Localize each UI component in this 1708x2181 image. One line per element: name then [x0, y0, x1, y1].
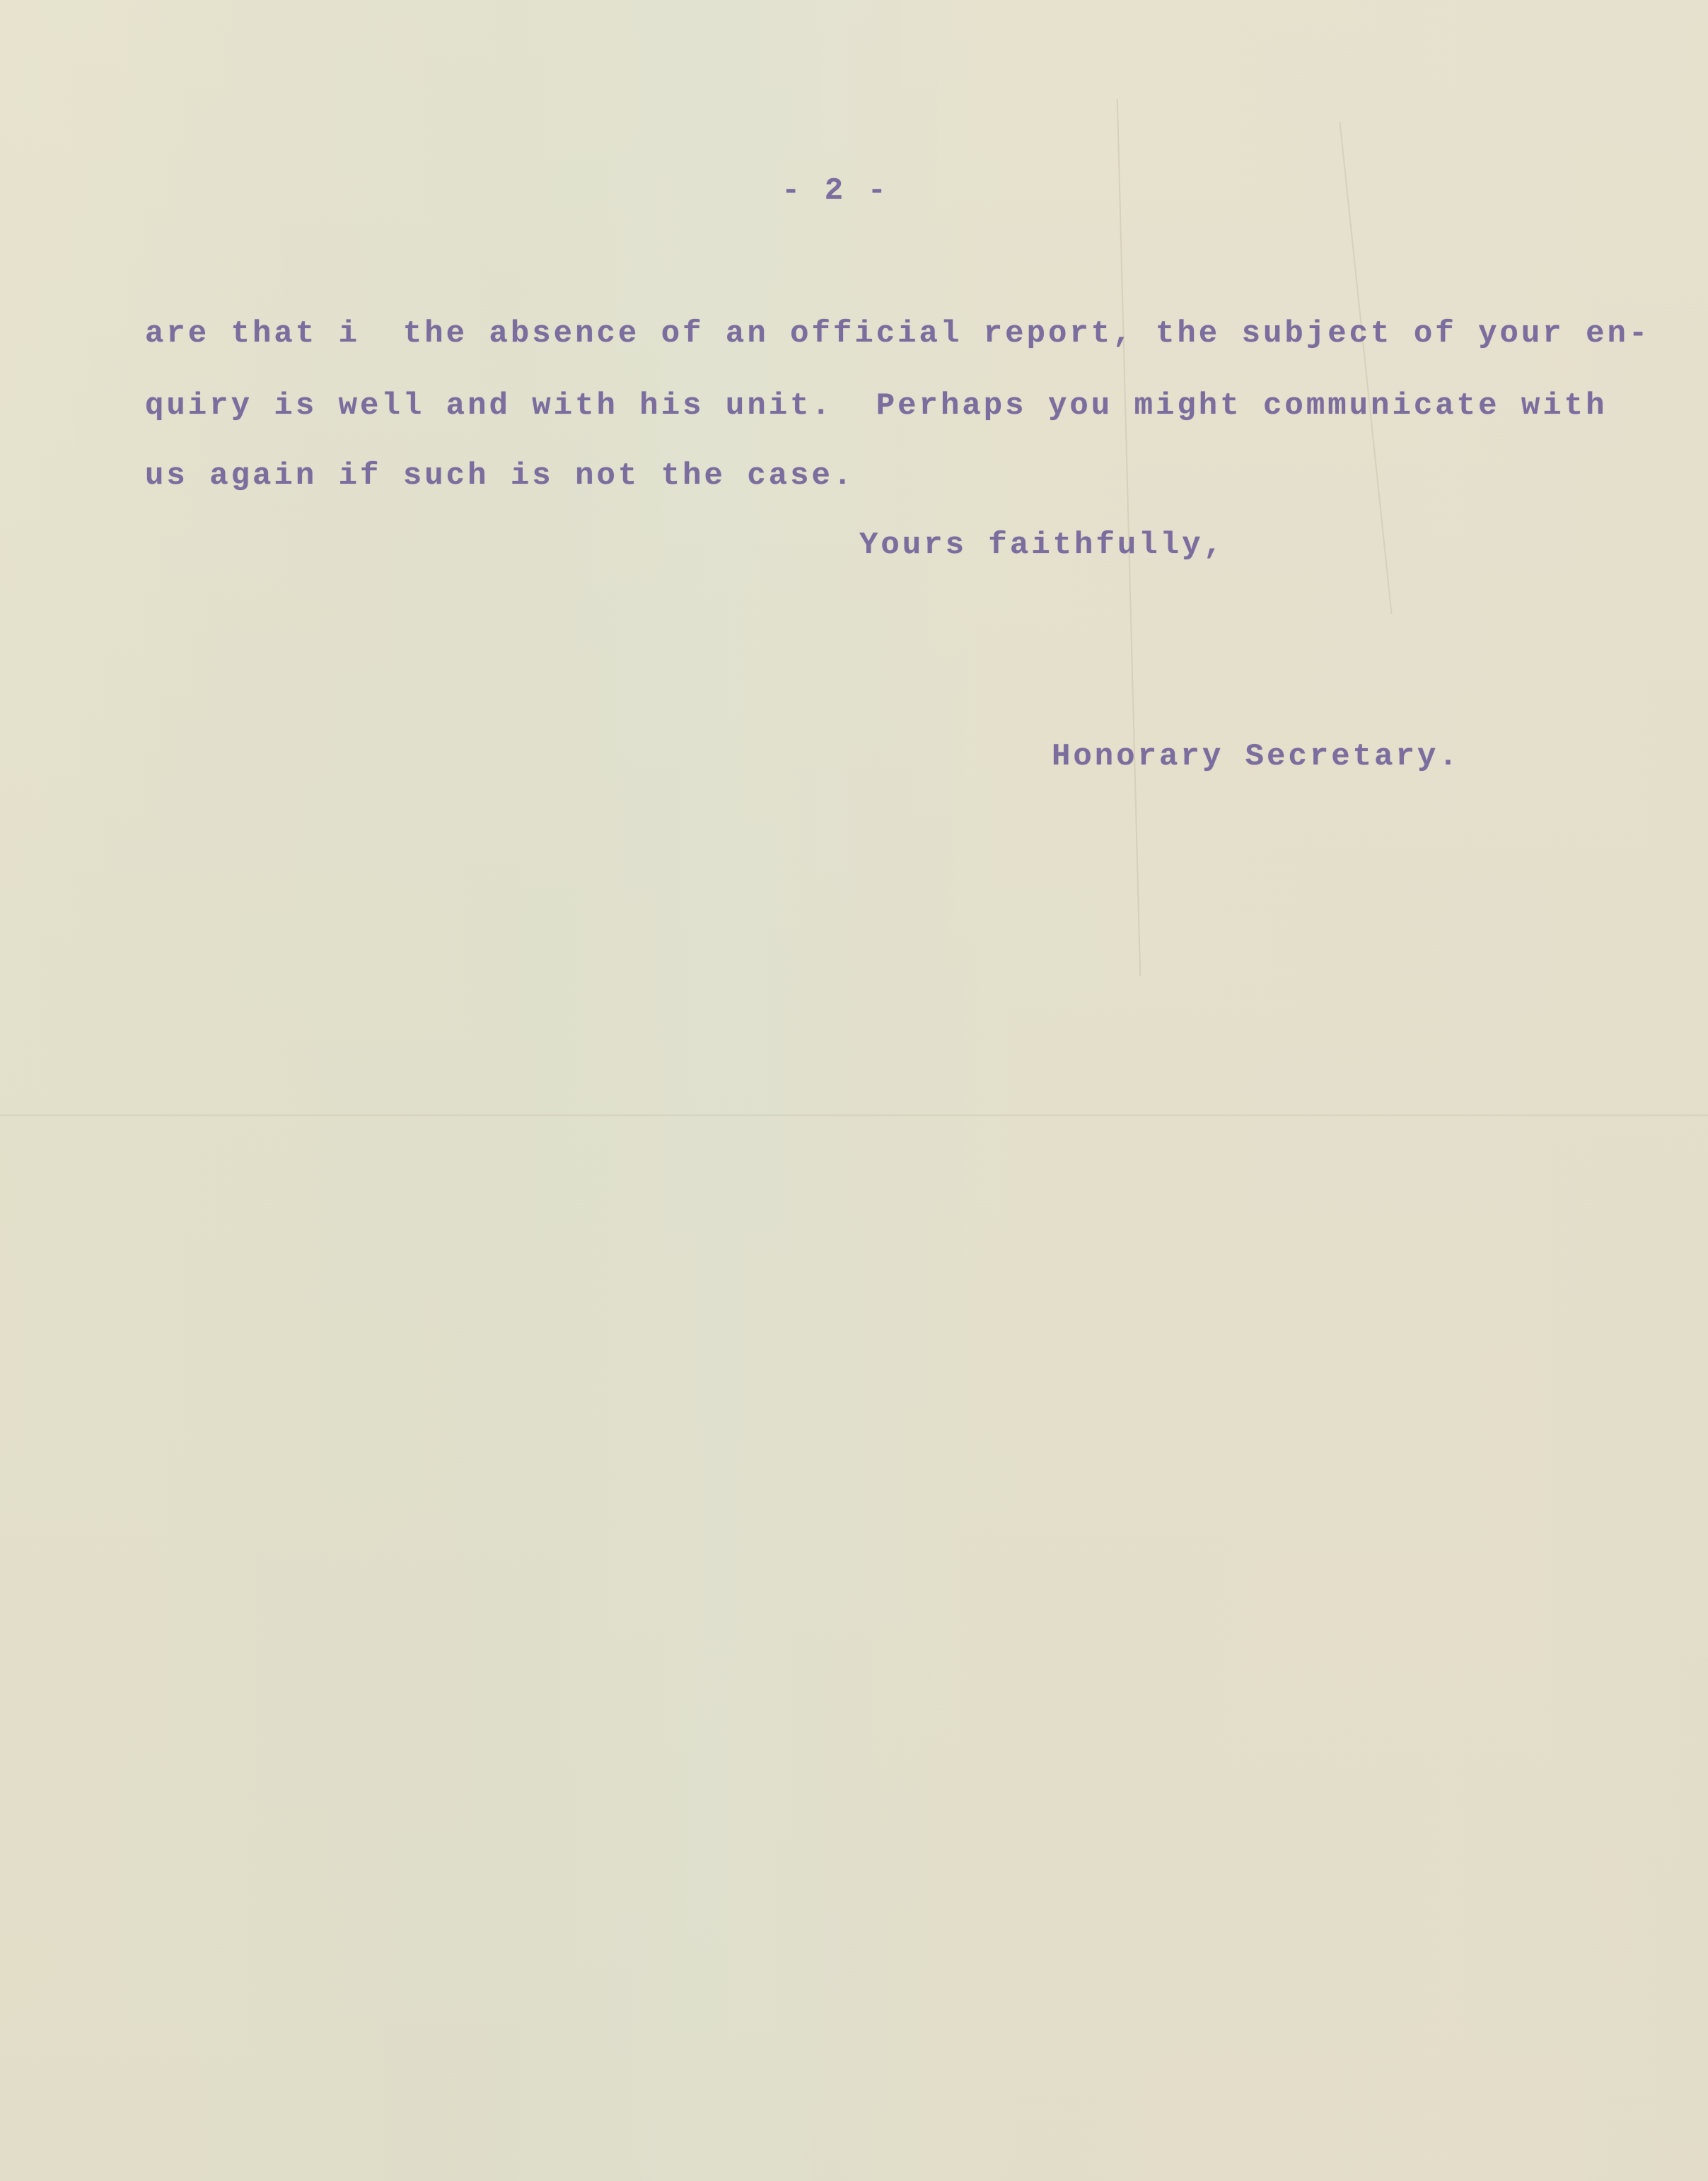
- body-line: are that i the absence of an official report, the subject of your en-: [145, 316, 1651, 351]
- closing-salutation: Yours faithfully,: [859, 528, 1225, 563]
- body-line: us again if such is not the case.: [145, 458, 855, 494]
- paper-fold-line: [0, 1114, 1708, 1117]
- signatory-title: Honorary Secretary.: [1052, 739, 1460, 774]
- page-number: - 2 -: [782, 173, 890, 209]
- paper-crease: [1339, 122, 1392, 614]
- body-line: quiry is well and with his unit. Perhaps you might communicate with: [145, 388, 1608, 424]
